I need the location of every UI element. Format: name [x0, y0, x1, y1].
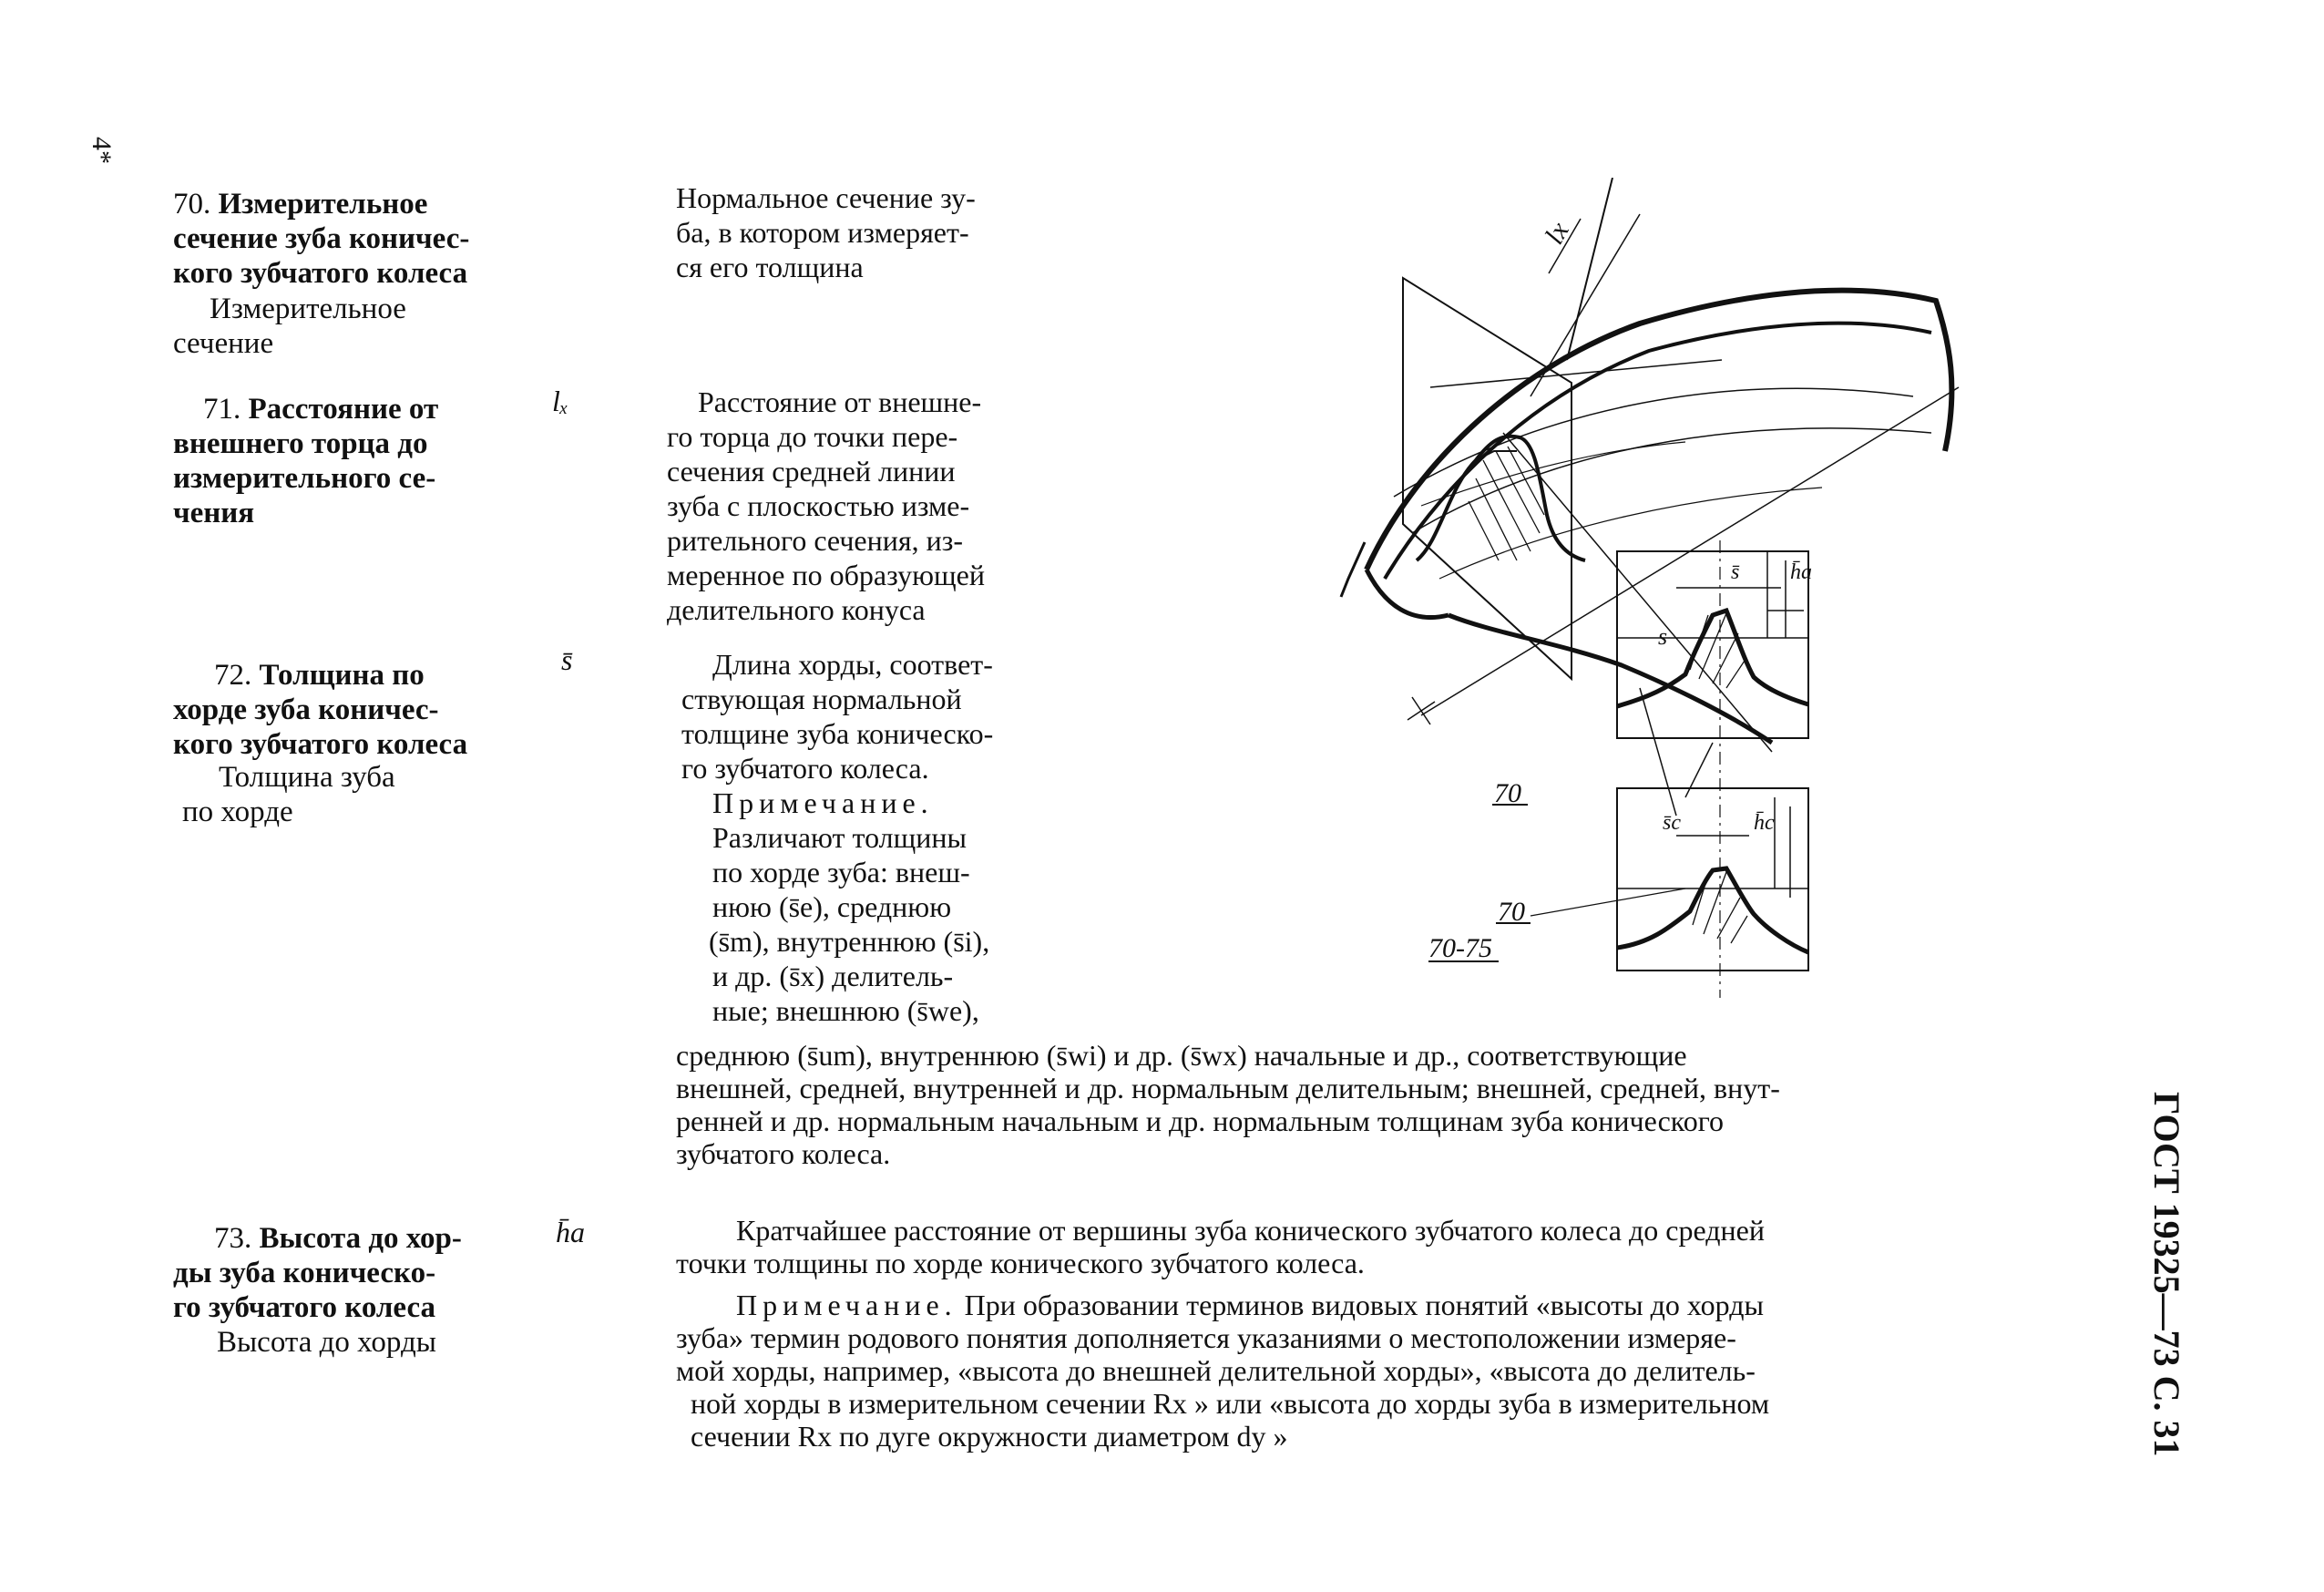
note-line: мой хорды, например, «высота до внешней делительной хорды», «высота до делитель-: [676, 1354, 1756, 1387]
synonym-line: Измерительное: [210, 293, 406, 325]
term-number: 73.: [214, 1222, 252, 1255]
tooth-hatch: [1469, 447, 1544, 560]
pitch-arc: [1394, 388, 1913, 497]
note-73: [676, 1289, 2042, 1453]
callout-70: 70: [1498, 897, 1525, 927]
term-number: 71.: [203, 393, 241, 426]
synonym-72: [182, 760, 395, 829]
term-line: Толщина по: [259, 659, 425, 692]
gear-left-edge: [1341, 542, 1365, 597]
term-line: кого зубчатого колеса: [173, 257, 468, 290]
definition-line: ся его толщина: [676, 251, 864, 283]
note-line: внешней, средней, внутренней и др. нормальным делительным; внешней, средней, внут-: [676, 1072, 1780, 1104]
note-72-continued: [676, 1039, 2042, 1170]
term-70: [173, 187, 537, 291]
term-line: Измерительное: [218, 188, 428, 221]
pitch-arc: [1421, 442, 1685, 506]
pitch-arc: [1439, 488, 1822, 579]
term-71: [173, 392, 556, 530]
s-label: s: [1658, 623, 1668, 650]
note-line: нюю (s̄e), среднюю: [712, 890, 952, 923]
term-line: ды зуба коническо-: [173, 1257, 436, 1289]
definition-line: рительного сечения, из-: [667, 524, 964, 557]
term-line: внешнего торца до: [173, 427, 428, 460]
synonym-70: [173, 292, 406, 361]
definition-71: [667, 385, 1071, 627]
term-number: 70.: [173, 188, 211, 221]
callout-70: 70: [1494, 778, 1521, 808]
term-line: измерительного се-: [173, 462, 436, 495]
s-bar-label: s̄: [1731, 560, 1740, 584]
axis-mark: [1408, 697, 1435, 724]
term-72: [173, 658, 556, 762]
term-number: 72.: [214, 659, 252, 692]
note-line: сечении Rx по дуге окружности диаметром dy »: [691, 1420, 1288, 1453]
definition-line: делительного конуса: [667, 593, 926, 626]
term-line: Высота до хор-: [259, 1222, 462, 1255]
symbol-71: lₓ: [552, 385, 568, 417]
note-line: зуба» термин родового понятия дополняется указаниями о местоположении измеряе-: [676, 1321, 1736, 1354]
note-line: зубчатого колеса.: [676, 1137, 891, 1170]
construction-line: [1430, 360, 1722, 387]
definition-line: точки толщины по хорде конического зубчатого колеса.: [676, 1247, 1365, 1279]
page-marker: 4*: [87, 137, 117, 164]
definition-line: зуба с плоскостью изме-: [667, 489, 970, 522]
note-line: и др. (s̄x) делитель-: [712, 960, 954, 992]
note-72: [709, 786, 1073, 1028]
note-title: Примечание.: [736, 1289, 957, 1321]
note-line: (s̄m), внутреннюю (s̄i),: [709, 925, 990, 958]
gear-edge-inner: [1385, 324, 1931, 579]
sc-label: s̄c: [1663, 811, 1681, 835]
note-line: среднюю (s̄um), внутреннюю (s̄wi) и др. (s̄wx) начальные и др., соответствующие: [676, 1039, 1687, 1072]
figure-label: 70-75: [1428, 933, 1492, 963]
definition-line: Длина хорды, соответ-: [712, 648, 993, 681]
definition-line: сечения средней линии: [667, 455, 956, 488]
term-line: го зубчатого колеса: [173, 1291, 435, 1324]
definition-line: Кратчайшее расстояние от вершины зуба конического зубчатого колеса до средней: [736, 1214, 1765, 1247]
dimension-line: [1767, 551, 1786, 638]
term-line: кого зубчатого колеса: [173, 728, 468, 761]
definition-line: го зубчатого колеса.: [681, 752, 929, 785]
section-hatch: [1690, 613, 1745, 688]
definition-line: го торца до точки пере-: [667, 420, 958, 453]
definition-line: ба, в котором измеряет-: [676, 216, 969, 249]
gear-bottom-edge: [1449, 615, 1772, 743]
note-title: Примечание.: [712, 786, 934, 819]
symbol-72: s̄: [561, 643, 573, 676]
definition-line: меренное по образующей: [667, 559, 985, 591]
note-line: по хорде зуба: внеш-: [712, 856, 970, 888]
construction-line: [1567, 178, 1612, 360]
definition-line: ствующая нормальной: [681, 683, 962, 715]
hc-label: h̄c: [1754, 811, 1775, 835]
note-line: ренней и др. нормальным начальным и др. нормальным толщинам зуба конического: [676, 1104, 1725, 1137]
definition-line: толщине зуба коническо-: [681, 717, 994, 750]
note-line: ные; внешнюю (s̄we),: [712, 994, 979, 1027]
gear-left-edge: [1367, 570, 1449, 618]
tooth-section-1: [1617, 611, 1808, 706]
definition-73: [676, 1214, 2048, 1279]
synonym-line: сечение: [173, 327, 274, 360]
gear-outer-edge: [1367, 291, 1951, 570]
term-line: сечение зуба коничес-: [173, 222, 470, 255]
note-line: Различают толщины: [712, 821, 967, 854]
ha-label: h̄a: [1790, 560, 1812, 584]
construction-line: [1503, 433, 1772, 752]
callout-leader: [1531, 888, 1685, 916]
construction-line: [1640, 688, 1676, 816]
term-73: [173, 1221, 556, 1325]
definition-72: [681, 647, 1073, 786]
term-line: Расстояние от: [248, 393, 439, 426]
dimension-line: [1775, 797, 1790, 898]
section-hatch: [1693, 872, 1747, 943]
synonym-line: по хорде: [182, 796, 293, 828]
term-line: хорде зуба коничес-: [173, 693, 439, 726]
synonym-line: Высота до хорды: [217, 1326, 436, 1359]
lx-label: lx: [1539, 217, 1575, 250]
symbol-73: h̄a: [556, 1216, 585, 1248]
synonym-73: [217, 1325, 436, 1360]
bevel-gear-figure: [1257, 178, 2077, 998]
term-line: чения: [173, 497, 255, 529]
side-header: ГОСТ 19325—73 С. 31: [2146, 1092, 2187, 1457]
definition-line: Расстояние от внешне-: [698, 385, 982, 418]
definition-70: [676, 180, 1068, 284]
detail-view-2: [1617, 788, 1808, 971]
note-line: При образовании терминов видовых понятий «высоты до хорды: [964, 1289, 1765, 1321]
definition-line: Нормальное сечение зу-: [676, 181, 976, 214]
note-line: ной хорды в измерительном сечении Rx » или «высота до хорды зуба в измерительном: [691, 1387, 1770, 1420]
synonym-line: Толщина зуба: [219, 761, 395, 794]
